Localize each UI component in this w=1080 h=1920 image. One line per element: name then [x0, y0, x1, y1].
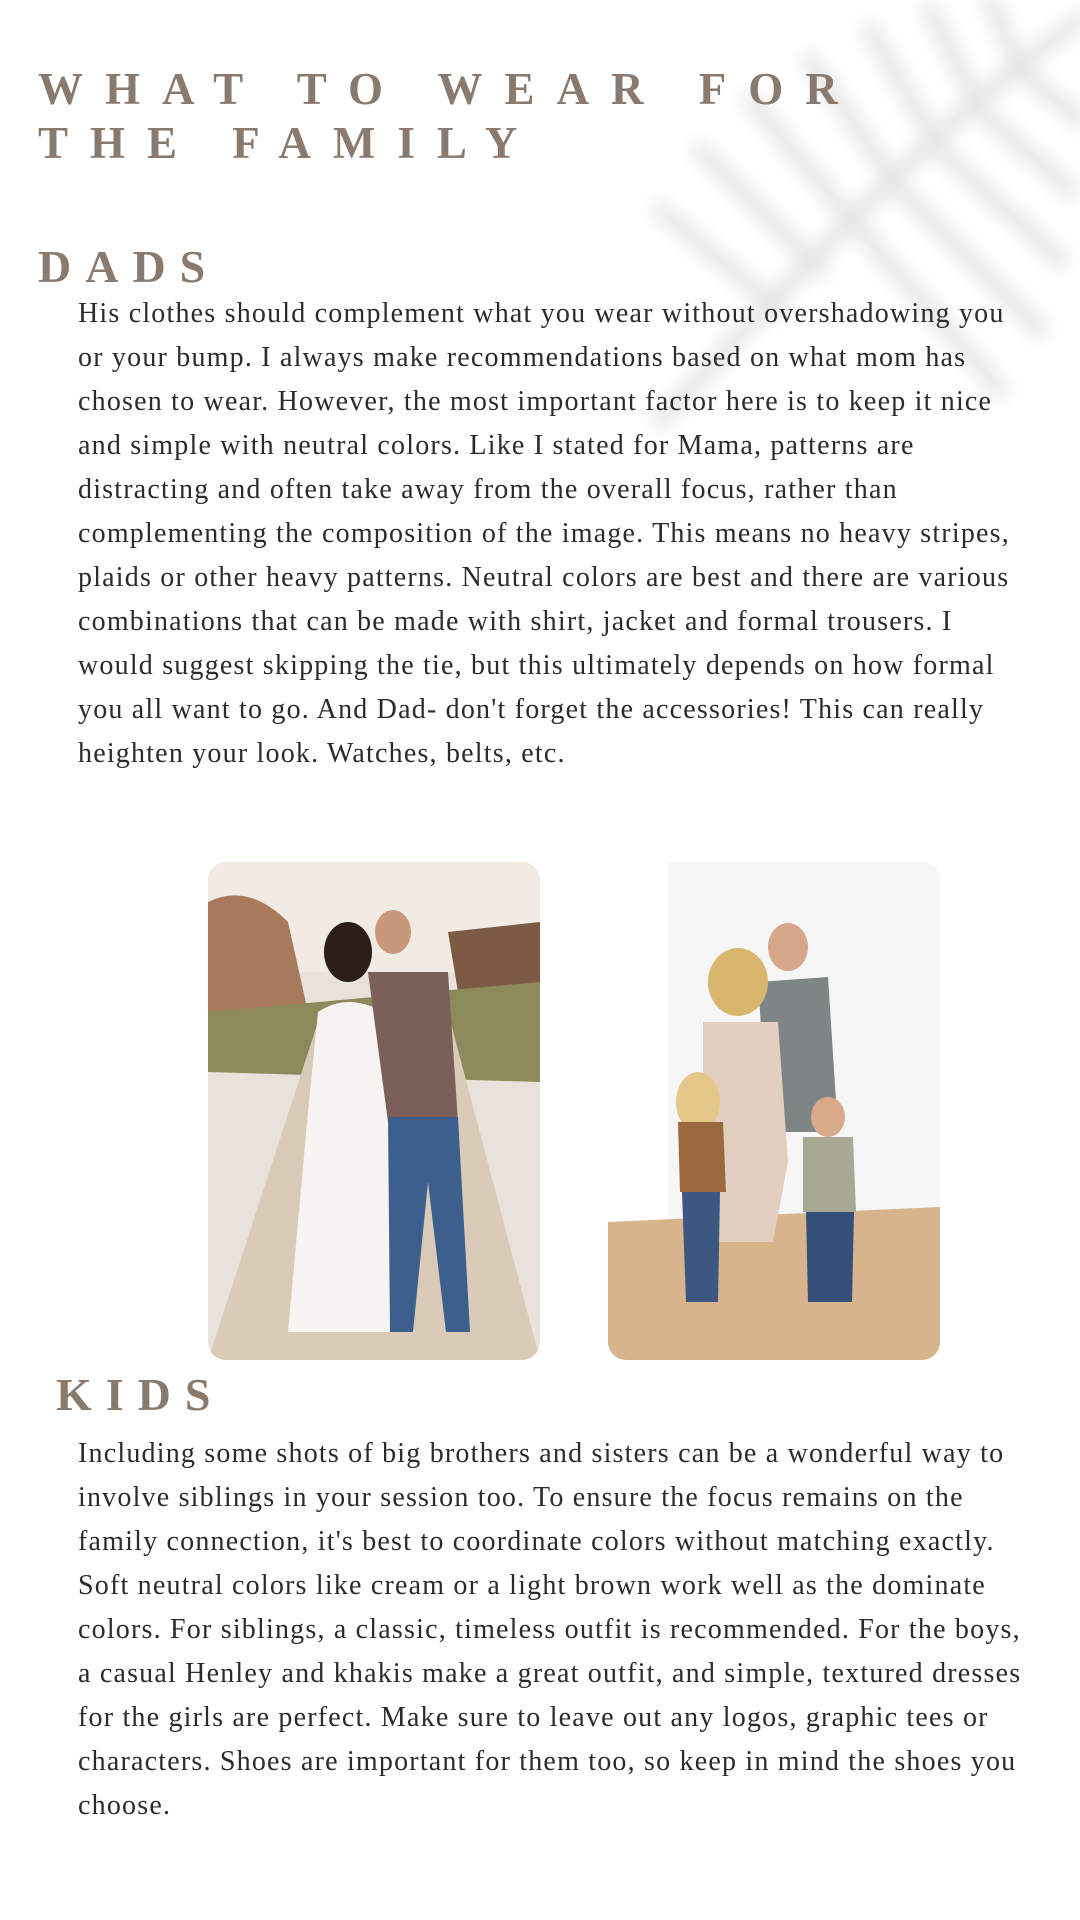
kids-paragraph: Including some shots of big brothers and sisters can be a wonderful way to involve siblings in your session too. To ensure the focus remains on the family connection, it's best to coordinate colors without matching exactly. Soft neutral colors like cream or a light brown work well as the dominate colors. For siblings, a classic, timeless outfit is recommended. For the boys, a casual Henley and khakis make a great outfit, and simple, textured dresses for the girls are perfect. Make sure to leave out any logos, graphic tees or characters. Shoes are important for them too, so keep in mind the shoes you choose.: [78, 1438, 1022, 1821]
kids-heading: KIDS: [56, 1369, 225, 1420]
dads-paragraph: His clothes should complement what you wear without overshadowing you or your bump. I always make recommendations based on what mom has chosen to wear. However, the most important factor here is to keep it nice and simple with neutral colors. Like I stated for Mama, patterns are distracting and often take away from the overall focus, rather than complementing the composition of the image. This means no heavy stripes, plaids or other heavy patterns. Neutral colors are best and there are various combinations that can be made with shirt, jacket and formal trousers. I would suggest skipping the tie, but this ultimately depends on how formal you all want to go. And Dad- don't forget the accessories! This can really heighten your look. Watches, belts, etc.: [78, 298, 1010, 769]
family-photo: [608, 862, 940, 1360]
dads-heading: DADS: [38, 241, 220, 292]
page-title: WHAT TO WEAR FOR THE FAMILY: [38, 64, 860, 168]
couple-photo: [208, 862, 540, 1360]
